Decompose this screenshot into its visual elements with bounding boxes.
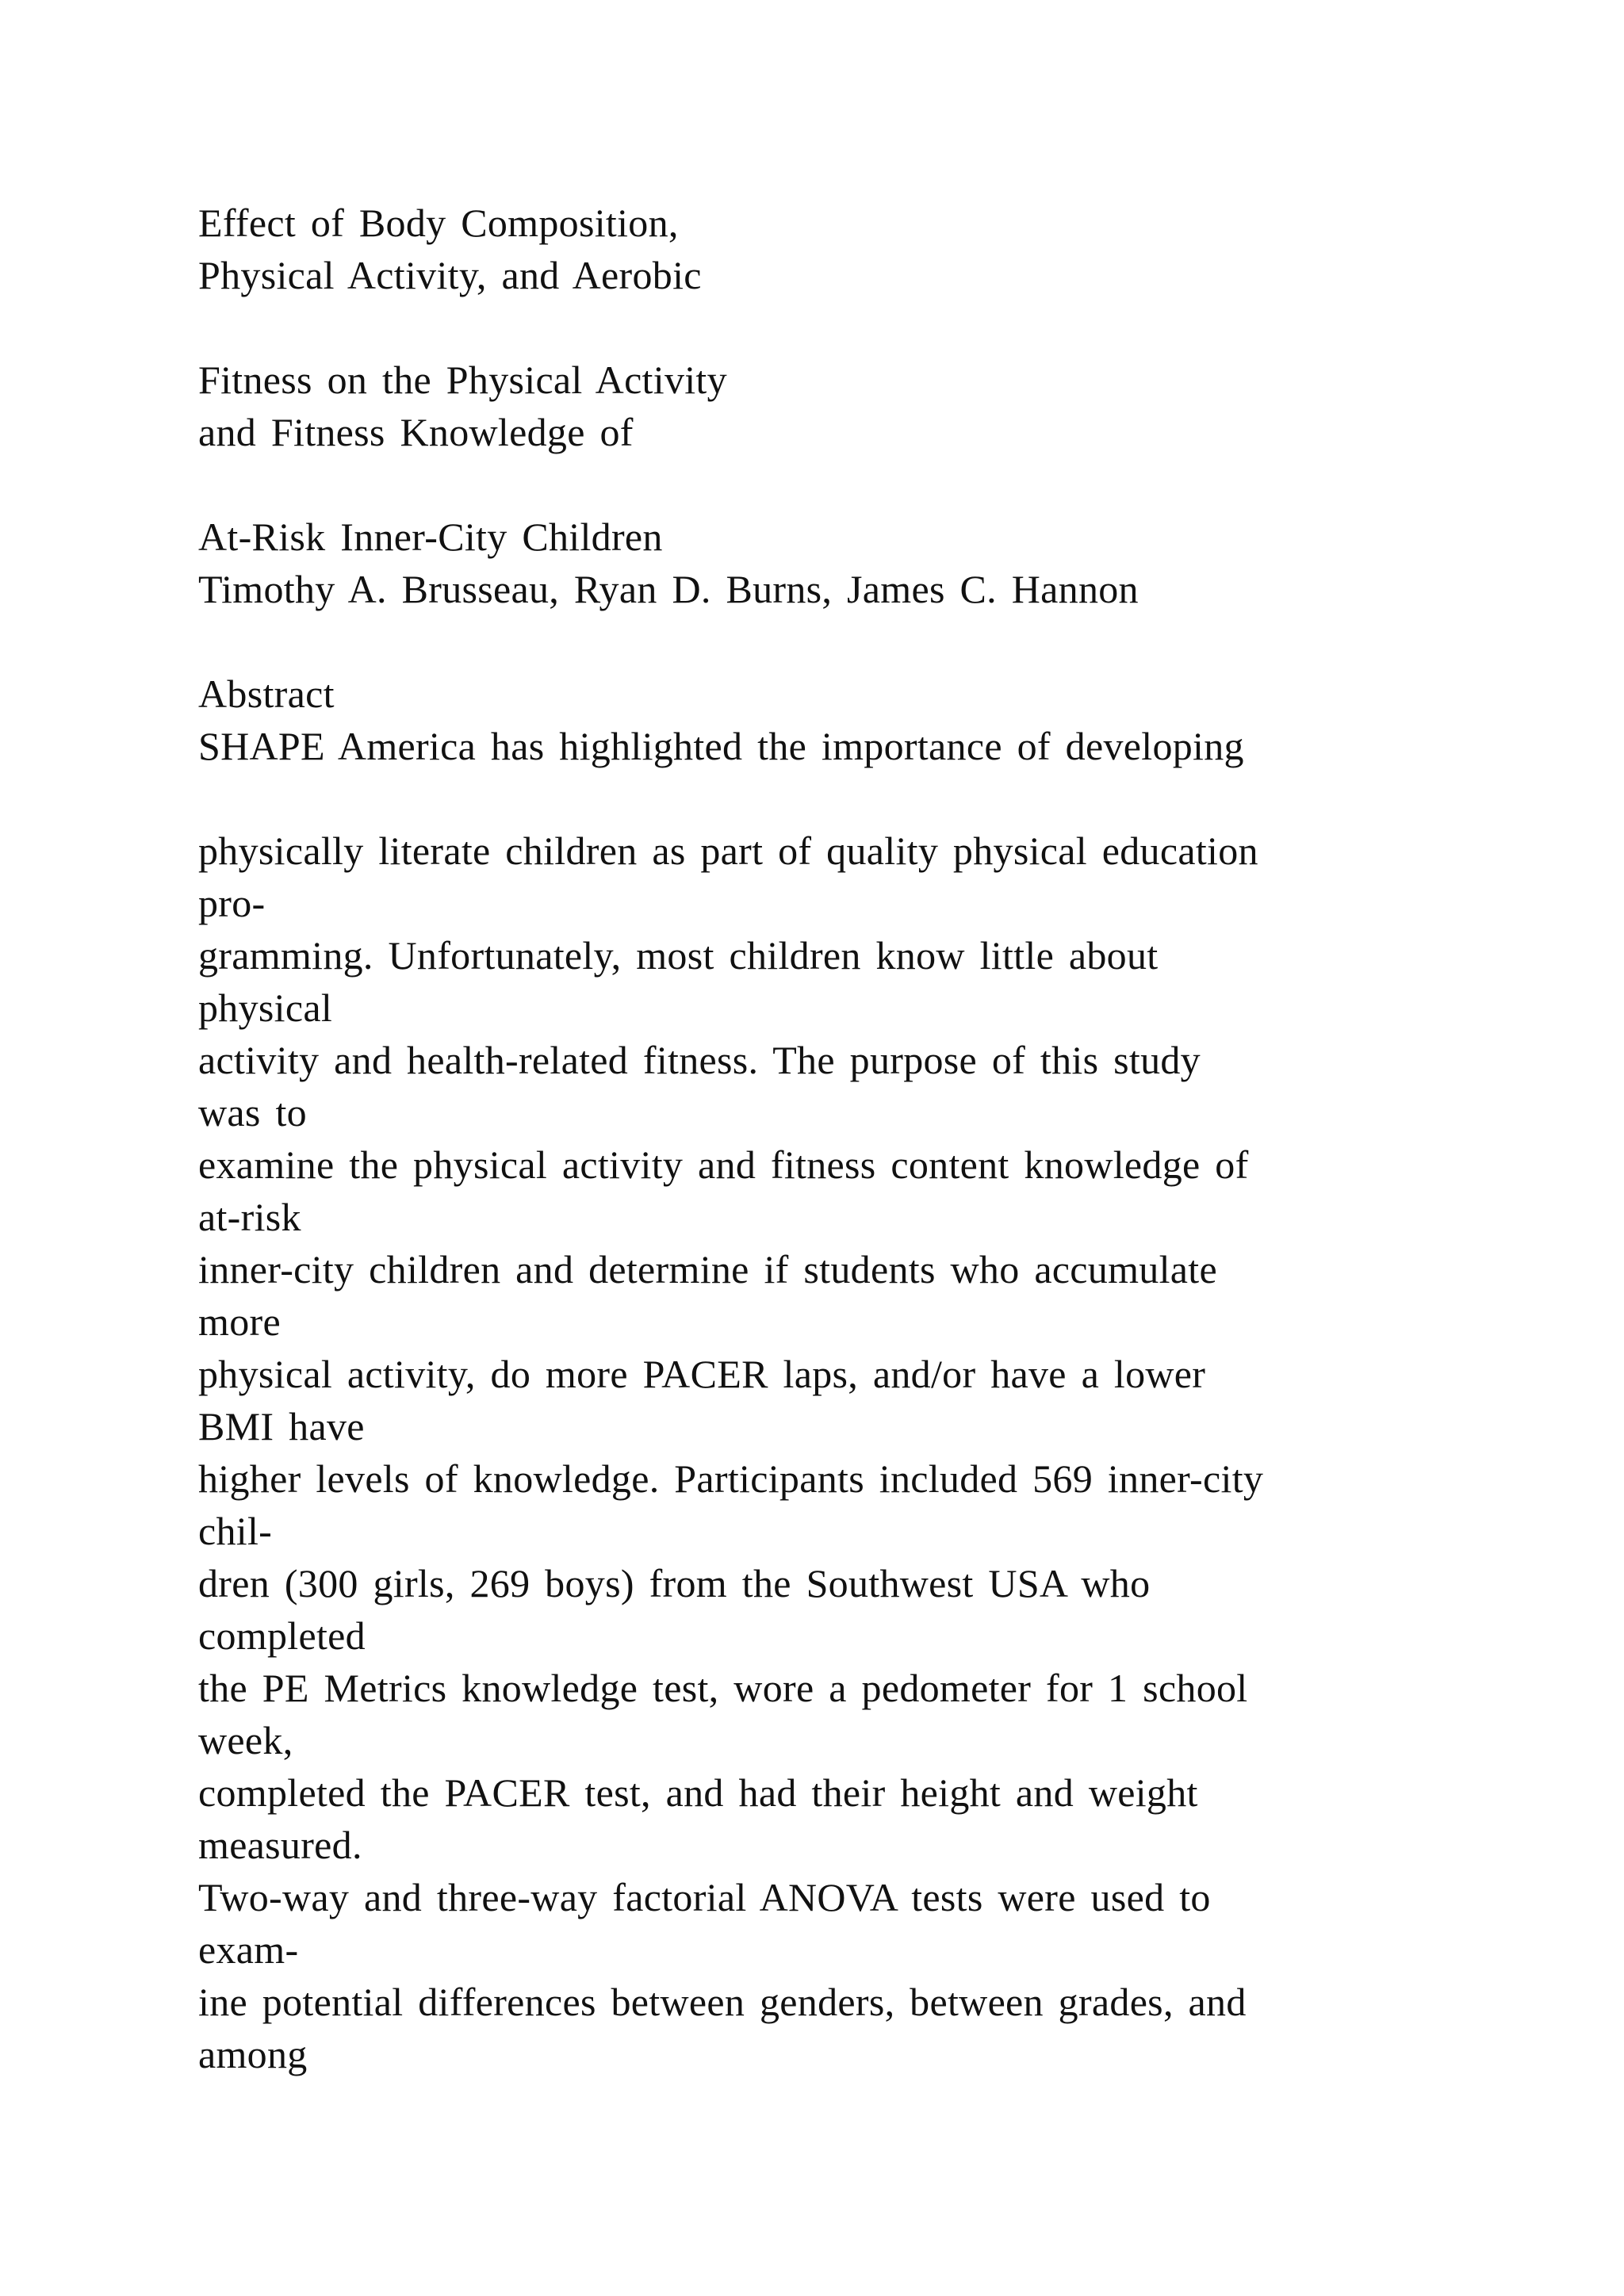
document-body <box>198 197 1546 2080</box>
blank-line <box>198 301 1546 354</box>
abstract-line: chil- <box>198 1509 273 1553</box>
title-line-2: Physical Activity, and Aerobic <box>198 253 702 297</box>
abstract-line: was to <box>198 1090 307 1135</box>
title-line-4: and Fitness Knowledge of <box>198 410 634 454</box>
abstract-line: physically literate children as part of quality physical education <box>198 828 1258 873</box>
title-line-1: Effect of Body Composition, <box>198 201 679 245</box>
title-line-5: At-Risk Inner-City Children <box>198 515 663 559</box>
abstract-line: completed <box>198 1613 366 1658</box>
blank-line <box>198 458 1546 511</box>
abstract-line: week, <box>198 1718 293 1762</box>
abstract-line: exam- <box>198 1927 299 1972</box>
abstract-line: inner-city children and determine if students who accumulate <box>198 1247 1217 1292</box>
abstract-line: the PE Metrics knowledge test, wore a pedometer for 1 school <box>198 1666 1248 1710</box>
abstract-line: BMI have <box>198 1404 365 1448</box>
abstract-line: measured. <box>198 1823 362 1867</box>
abstract-heading: Abstract <box>198 672 335 716</box>
abstract-line: at-risk <box>198 1195 301 1239</box>
abstract-line: physical <box>198 985 333 1030</box>
abstract-line: Two-way and three-way factorial ANOVA tests were used to <box>198 1875 1211 1919</box>
abstract-line: among <box>198 2032 308 2076</box>
title-line-3: Fitness on the Physical Activity <box>198 358 727 402</box>
abstract-line: ine potential differences between genders, between grades, and <box>198 1980 1247 2024</box>
blank-line <box>198 772 1546 825</box>
abstract-line: pro- <box>198 881 266 925</box>
abstract-line: dren (300 girls, 269 boys) from the Southwest USA who <box>198 1561 1151 1605</box>
authors-line: Timothy A. Brusseau, Ryan D. Burns, James C. Hannon <box>198 567 1139 611</box>
abstract-line: activity and health-related fitness. The purpose of this study <box>198 1038 1201 1082</box>
abstract-line: physical activity, do more PACER laps, and/or have a lower <box>198 1352 1206 1396</box>
blank-line <box>198 615 1546 668</box>
abstract-line: higher levels of knowledge. Participants included 569 inner-city <box>198 1456 1264 1501</box>
abstract-line: examine the physical activity and fitness content knowledge of <box>198 1142 1249 1187</box>
abstract-line: completed the PACER test, and had their height and weight <box>198 1770 1198 1815</box>
abstract-line: more <box>198 1299 281 1344</box>
abstract-line: gramming. Unfortunately, most children know little about <box>198 933 1159 978</box>
abstract-line: SHAPE America has highlighted the importance of developing <box>198 724 1244 768</box>
